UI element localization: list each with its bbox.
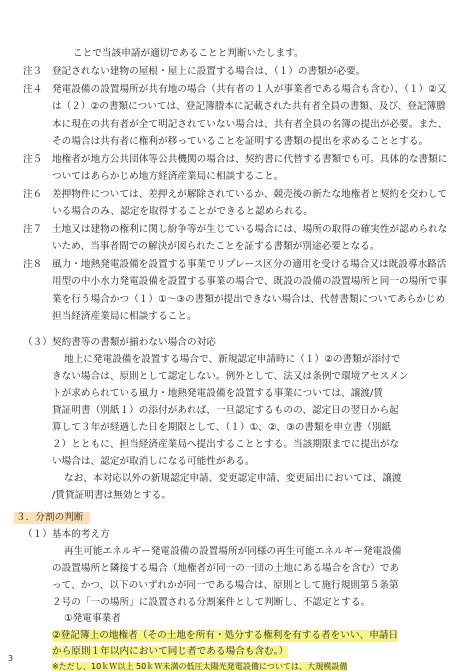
note-label-8: 注８ — [23, 259, 43, 270]
basic-para-line-3: って、かつ、以下のいずれかが同一である場合は、原則として施行規則第５条第 — [52, 580, 399, 591]
note-4-line-4: その場合は共有者に権利が移っていることを証明する書類の提出を求めることとする。 — [52, 136, 429, 147]
exception-note-line: ※ただし、10ｋＷ以上 50ｋＷ未満の低圧太陽光発電設備については、大規模設備 — [52, 662, 348, 671]
chapter-3-heading: ３．分割の判断 — [14, 512, 90, 524]
note-4-line-2: は（２）②の書類については、登記簿謄本に記載された共有者全員の書類、及び、登記簿謄 — [52, 101, 446, 112]
note-5-line-2: ついてはあらかじめ地方経済産業局に相談すること。 — [52, 171, 284, 182]
note-7-line-1: 土地又は建物の権利に関し紛争等が生じている場合には、場所の取得の確実性が認められな — [52, 224, 448, 235]
section-3-para-line-5: 算して３年が経過した日を期限として、（１）①、②、③の書類を申立書（別紙 — [52, 422, 392, 433]
item-2-landowner-line-1: ②登記簿上の地権者（その土地を所有・処分する権利を有する者をいい、申請日 — [52, 630, 399, 641]
section-3-para-line-3: トが求められている風力・地熱発電設備を設置する事業については、譲渡/賃 — [52, 388, 383, 399]
note-label-5: 注５ — [23, 154, 43, 165]
note-label-3: 注３ — [23, 66, 43, 77]
section-3-para-line-1: 地上に発電設備を設置する場合で、新規認定申請時に（１）②の書類が添付で — [64, 354, 401, 365]
note-label-4: 注４ — [23, 84, 43, 95]
note-5-line-1: 地権者が地方公共団体等公共機関の場合は、契約書に代替する書類でも可。具体的な書類に — [52, 154, 448, 165]
section-3-heading: （３）契約書等の書類が揃わない場合の対応 — [23, 337, 216, 348]
basic-para-line-1: 再生可能エネルギー発電設備の設置場所が同様の再生可能エネルギー発電設備 — [64, 546, 402, 557]
note-8-line-1: 風力・地熱発電設備を設置する事業でリプレース区分の適用を受ける場合又は既設導水路活 — [52, 259, 447, 270]
note-label-7: 注７ — [23, 224, 43, 235]
note-3-text: 登記されない建物の屋根・屋上に設置する場合は、（１）の書類が必要。 — [52, 66, 366, 77]
basic-para-line-4: ２号の「一の場所」に設置される分割案件として判断し、不認定とする。 — [52, 597, 371, 608]
item-2-landowner-line-2: から原則１年以内において同じ者である場合も含む。） — [52, 646, 289, 657]
note-4-line-3: 本に現在の共有者が全て明記されていない場合は、共有者全員の名簿の提出が必要。また、 — [52, 119, 448, 130]
section-3-note-line-1: なお、本対応以外の新規認定申請、変更認定申請、変更届出においては、譲渡 — [64, 473, 402, 484]
note-4-line-1: 発電設備の設置場所が共有地の場合（共有者の１人が事業者である場合も含む）、（１）②又 — [52, 84, 447, 95]
continuation-line: ことで当該申請が適切であることと判断いたします。 — [73, 48, 304, 59]
section-3-para-line-7: い場合は、認定が取消しになる可能性がある。 — [52, 456, 255, 467]
page-number: 3 — [8, 654, 14, 663]
section-3-note-line-2: /賃貸証明書は無効とする。 — [52, 490, 172, 501]
section-3-para-line-2: きない場合は、原則として認定しない。例外として、法又は条例で環境アセスメン — [52, 371, 409, 382]
section-3-para-line-4: 貸証明書（別紙１）の添付があれば、一旦認定するものの、認定日の翌日から起 — [52, 405, 399, 416]
note-label-6: 注６ — [23, 189, 43, 200]
item-1-power-producer: ①発電事業者 — [64, 613, 121, 624]
note-8-line-3: 業を行う場合かつ（１）①～③の書類が提出できない場合は、代替書類についてあらかじめ — [52, 294, 446, 305]
note-7-line-2: いため、当事者間での解決が図られたことを証する書類が別途必要となる。 — [52, 241, 380, 252]
section-3-para-line-6: ２）とともに、担当経済産業局へ提出することとする。当該期限までに提出がな — [52, 439, 400, 450]
note-6-line-2: いる場合のみ、認定を取得することができると認められる。 — [52, 206, 313, 217]
subsection-1-heading: （１）基本的考え方 — [23, 529, 110, 540]
note-6-line-1: 差押物件については、差押えが解除されているか、競売後の新たな地権者と契約を交わして — [52, 189, 448, 200]
note-8-line-4: 担当経済産業局に相談すること。 — [52, 311, 197, 322]
note-8-line-2: 用型の中小水力発電設備を設置する事業の場合で、既設の設備の設置場所と同一の場所で事 — [52, 276, 448, 287]
basic-para-line-2: の設置場所と隣接する場合（地権者が同一の一団の土地にある場合を含む）であ — [52, 563, 400, 574]
